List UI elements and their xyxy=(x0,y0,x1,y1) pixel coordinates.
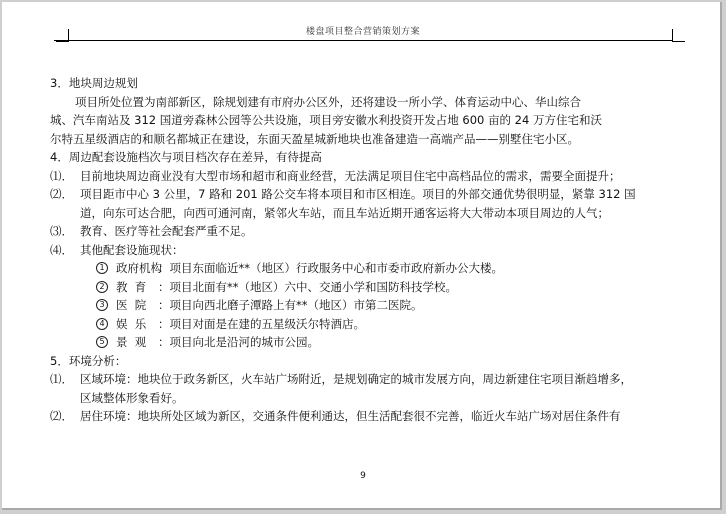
facility-text: ：项目向北是沿河的城市公园。 xyxy=(158,335,319,349)
document-body xyxy=(50,74,670,426)
item-text: 教育、医疗等社会配套严重不足。 xyxy=(80,224,253,238)
facility-text: ：项目北面有**（地区）六中、交通小学和国防科技学校。 xyxy=(158,279,457,294)
item-text: 其他配套设施现状： xyxy=(80,242,184,257)
paragraph-line: 尔特五星级酒店的和顺名都城正在建设，东面天盈星城新地块也准备建造一高端产品——别墅住宅小区。 xyxy=(50,131,579,146)
header-rule xyxy=(54,40,672,41)
list-item xyxy=(50,370,670,389)
paragraph-line: 项目所处位置为南部新区，除规划建有市府办公区外，还将建设一所小学、体育运动中心、华山综合 xyxy=(75,94,581,109)
running-header: 楼盘项目整合营销策划方案 xyxy=(305,27,420,37)
circled-number-5: 5 xyxy=(96,336,108,348)
facility-category: 政府机构 xyxy=(116,261,162,275)
section-heading: 5．环境分析： xyxy=(50,353,127,368)
list-item xyxy=(50,407,670,426)
list-item xyxy=(50,167,670,186)
facility-item xyxy=(50,315,670,334)
paragraph-line: 城、汽车南站及 312 国道旁森林公园等公共设施，项目旁安徽水利投资开发占地 600 亩的 24 万方住宅和沃 xyxy=(50,113,602,127)
facility-item xyxy=(50,278,670,297)
item-text: 区域环境：地块位于政务新区，火车站广场附近，是规划确定的城市发展方向，周边新建住宅项目渐趋增多， xyxy=(80,372,632,386)
section-heading: 4．周边配套设施档次与项目档次存在差异，有待提高 xyxy=(50,150,322,164)
circled-number-3: 3 xyxy=(96,299,108,311)
facility-category: 教 育 xyxy=(116,279,147,294)
facility-text: ：项目向西北磨子潭路上有**（地区）市第二医院。 xyxy=(158,298,423,312)
facility-text: ：项目对面是在建的五星级沃尔特酒店。 xyxy=(158,316,365,331)
list-item xyxy=(50,185,670,204)
item-text-continued: 道，向东可达合肥，向西可通河南，紧邻火车站，而且车站近期开通客运将大大带动本项目周边的人气； xyxy=(80,205,609,220)
facility-text: ：项目东面临近**（地区）行政服务中心和市委市政府新办公大楼。 xyxy=(158,261,503,275)
circled-number-1: 1 xyxy=(96,262,108,274)
item-number: ⑴． xyxy=(50,372,73,386)
item-number: ⑵． xyxy=(50,409,73,423)
item-number: ⑵． xyxy=(50,187,73,201)
list-item xyxy=(50,241,670,260)
facility-category: 医 院 xyxy=(116,298,147,312)
list-item xyxy=(50,222,670,241)
facility-item xyxy=(50,259,670,278)
item-text: 项目距市中心 3 公里，7 路和 201 路公交车将本项目和市区相连。项目的外部交通优势很明显，紧靠 312 国 xyxy=(80,187,636,201)
item-number: ⑷． xyxy=(50,242,73,257)
item-text: 目前地块周边商业没有大型市场和超市和商业经营，无法满足项目住宅中高档品位的需求，需要全面提升； xyxy=(80,168,621,183)
circled-number-4: 4 xyxy=(96,318,108,330)
item-text: 居住环境：地块所处区域为新区，交通条件便利通达，但生活配套很不完善，临近火车站广场对居住条件有 xyxy=(80,409,621,423)
section-heading: 3．地块周边规划 xyxy=(50,76,138,90)
facility-category: 娱 乐 xyxy=(116,316,147,331)
page-number: 9 xyxy=(360,471,366,481)
item-number: ⑴． xyxy=(50,168,73,183)
facility-item xyxy=(50,296,670,315)
facility-item xyxy=(50,333,670,352)
item-text-continued: 区域整体形象看好。 xyxy=(80,390,184,405)
item-number: ⑶． xyxy=(50,224,73,238)
circled-number-2: 2 xyxy=(96,281,108,293)
facility-category: 景 观 xyxy=(116,335,147,349)
